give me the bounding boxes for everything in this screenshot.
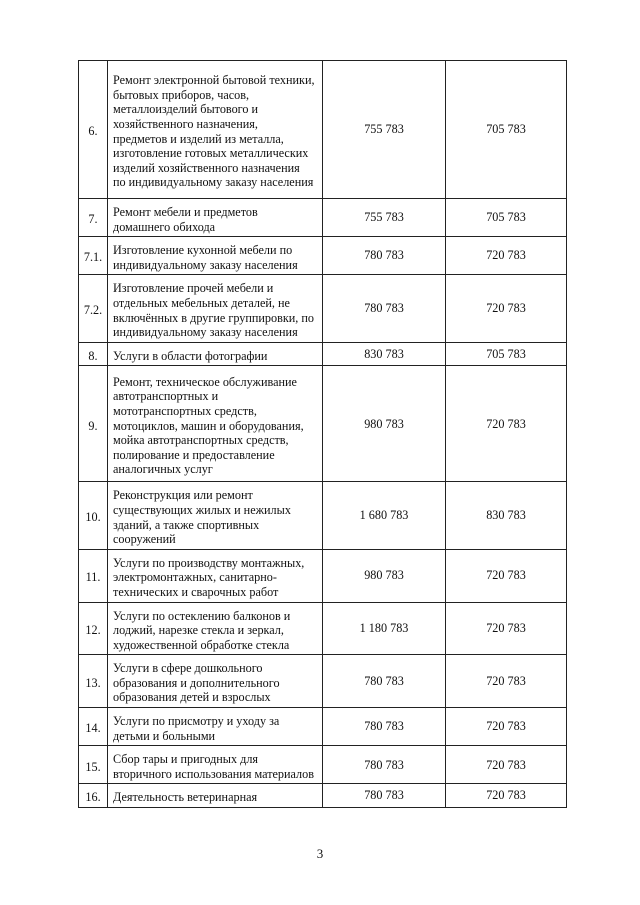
service-name	[108, 655, 323, 708]
service-name-line: электромонтажных, санитарно-	[113, 570, 277, 585]
value-column-2: 720 783	[446, 602, 567, 655]
service-name-line: мототранспортных средств,	[113, 403, 257, 418]
service-name	[108, 549, 323, 602]
table-row	[79, 708, 567, 746]
value-column-2: 720 783	[446, 655, 567, 708]
service-name-line: индивидуальному заказу населения	[113, 257, 298, 272]
row-number: 16.	[79, 784, 108, 808]
service-name-line: изделий хозяйственного назначения	[113, 160, 300, 175]
row-number: 7.	[79, 199, 108, 237]
service-name-line: по индивидуальному заказу населения	[113, 175, 314, 190]
value-column-1: 1 180 783	[323, 602, 446, 655]
service-name-line: Услуги в сфере дошкольного	[113, 661, 263, 676]
service-name-line: включённых в другие группировки, по	[113, 310, 315, 325]
value-column-1: 780 783	[323, 784, 446, 808]
value-column-2: 720 783	[446, 784, 567, 808]
row-number: 13.	[79, 655, 108, 708]
value-column-1: 755 783	[323, 199, 446, 237]
service-name-line: бытовых приборов, часов,	[113, 87, 250, 102]
service-name-line: отдельных мебельных деталей, не	[113, 295, 290, 310]
service-name	[108, 602, 323, 655]
value-column-1: 780 783	[323, 237, 446, 275]
row-number: 12.	[79, 602, 108, 655]
table-row	[79, 199, 567, 237]
table-row	[79, 482, 567, 549]
service-name-line: изготовление готовых металлических	[113, 146, 309, 161]
row-number: 15.	[79, 746, 108, 784]
table-row	[79, 746, 567, 784]
value-column-2: 705 783	[446, 61, 567, 199]
service-name-line: Услуги по производству монтажных,	[113, 555, 305, 570]
service-name-line: сооружений	[113, 532, 176, 547]
service-name	[108, 237, 323, 275]
service-name-line: мойка автотранспортных средств,	[113, 433, 289, 448]
service-name-line: мотоциклов, машин и оборудования,	[113, 418, 304, 433]
service-name	[108, 275, 323, 342]
service-name-line: Услуги в области фотографии	[113, 348, 268, 363]
service-name-line: Ремонт мебели и предметов	[113, 205, 258, 219]
value-column-1: 780 783	[323, 655, 446, 708]
service-name-line: индивидуальному заказу населения	[113, 325, 298, 340]
service-name-line: полирование и предоставление	[113, 447, 275, 462]
service-name-line: хозяйственного назначения,	[113, 116, 258, 131]
value-column-2: 705 783	[446, 199, 567, 237]
page-number: 3	[316, 846, 324, 861]
row-number: 8.	[79, 342, 108, 366]
row-number: 14.	[79, 708, 108, 746]
service-name-line: существующих жилых и нежилых	[113, 502, 291, 517]
value-column-2: 720 783	[446, 746, 567, 784]
service-name-line: детьми и больными	[113, 728, 216, 743]
table-row	[79, 61, 567, 199]
value-column-2: 705 783	[446, 342, 567, 366]
service-name	[108, 784, 323, 808]
service-name-line: Ремонт, техническое обслуживание	[113, 374, 297, 389]
row-number: 7.2.	[79, 275, 108, 342]
value-column-1: 780 783	[323, 746, 446, 784]
service-name-line: зданий, а также спортивных	[113, 517, 260, 532]
tariff-table-body	[79, 61, 567, 808]
table-row	[79, 366, 567, 482]
table-row	[79, 784, 567, 808]
service-name-line: аналогичных услуг	[113, 462, 213, 477]
table-row	[79, 237, 567, 275]
value-column-2: 720 783	[446, 549, 567, 602]
service-name-line: вторичного использования материалов	[113, 766, 314, 781]
value-column-1: 980 783	[323, 366, 446, 482]
service-name-line: Услуги по остеклению балконов и	[113, 608, 291, 623]
value-column-1: 830 783	[323, 342, 446, 366]
value-column-2: 720 783	[446, 708, 567, 746]
service-name-line: Услуги по присмотру и уходу за	[113, 714, 280, 729]
service-name-line: Изготовление кухонной мебели по	[113, 243, 293, 258]
row-number: 6.	[79, 61, 108, 199]
service-name-line: металлоизделий бытового и	[113, 102, 259, 117]
tariff-table	[78, 60, 567, 808]
value-column-1: 780 783	[323, 708, 446, 746]
service-name	[108, 482, 323, 549]
value-column-1: 1 680 783	[323, 482, 446, 549]
value-column-1: 980 783	[323, 549, 446, 602]
service-name-line: Реконструкция или ремонт	[113, 488, 253, 503]
service-name-line: художественной обработке стекла	[113, 637, 290, 652]
value-column-2: 720 783	[446, 237, 567, 275]
row-number: 9.	[79, 366, 108, 482]
table-row	[79, 549, 567, 602]
service-name	[108, 366, 323, 482]
table-row	[79, 602, 567, 655]
service-name	[108, 708, 323, 746]
table-row	[79, 342, 567, 366]
service-name-line: Изготовление прочей мебели и	[113, 281, 274, 296]
value-column-2: 720 783	[446, 275, 567, 342]
row-number: 11.	[79, 549, 108, 602]
service-name-line: автотранспортных и	[113, 389, 219, 404]
service-name-line: лоджий, нарезке стекла и зеркал,	[113, 623, 284, 638]
value-column-2: 720 783	[446, 366, 567, 482]
service-name-line: Сбор тары и пригодных для	[113, 752, 259, 767]
service-name-line: Ремонт электронной бытовой техники,	[113, 73, 315, 88]
service-name	[108, 342, 323, 366]
service-name-line: образования детей и взрослых	[113, 690, 271, 705]
row-number: 10.	[79, 482, 108, 549]
service-name-line: Деятельность ветеринарная	[113, 790, 258, 805]
table-row	[79, 275, 567, 342]
value-column-1: 755 783	[323, 61, 446, 199]
service-name-line: образования и дополнительного	[113, 675, 280, 690]
value-column-1: 780 783	[323, 275, 446, 342]
service-name-line: домашнего обихода	[113, 219, 216, 234]
service-name-line: технических и сварочных работ	[113, 584, 279, 599]
row-number: 7.1.	[79, 237, 108, 275]
service-name-line: предметов и изделий из металла,	[113, 131, 284, 146]
table-row	[79, 655, 567, 708]
service-name	[108, 746, 323, 784]
service-name	[108, 199, 323, 237]
value-column-2: 830 783	[446, 482, 567, 549]
service-name	[108, 61, 323, 199]
